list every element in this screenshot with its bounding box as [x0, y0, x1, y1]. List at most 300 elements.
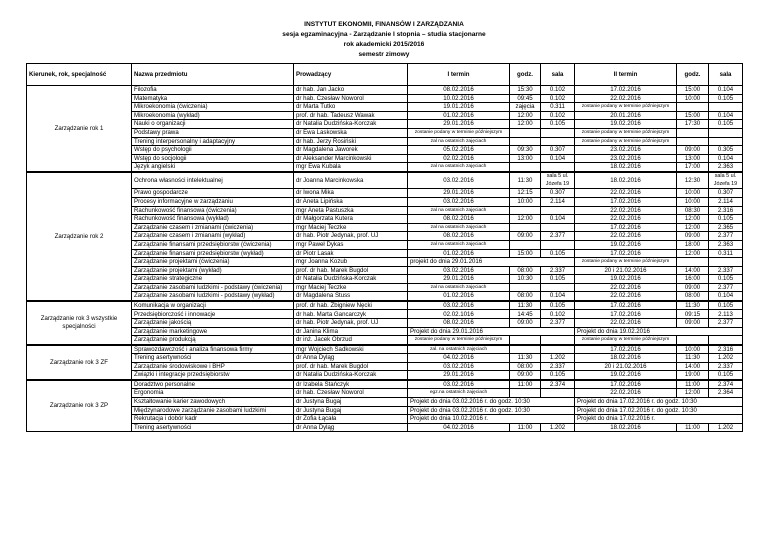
- term-2-date: 20 i 21.02.2016: [575, 362, 677, 371]
- term-2-date: 19.02.2016: [575, 275, 677, 284]
- lecturer-name: dr Janina Klima: [294, 327, 408, 336]
- term-1-date: zal na ostatnich zajęciach: [408, 223, 510, 232]
- term-2-time: 13:00: [677, 154, 709, 163]
- lecturer-name: dr Natalia Dudzińska-Korczak: [294, 275, 408, 284]
- table-row: [27, 423, 743, 432]
- col-godz-1: godz.: [510, 64, 541, 86]
- term-2-date: 22.02.2016: [575, 206, 677, 215]
- table-row: [27, 258, 743, 267]
- term-2-date: 17.02.2016: [575, 86, 677, 95]
- lecturer-name: dr Natalia Dudzińska-Korczak: [294, 120, 408, 129]
- term-1-date: 03.02.2016: [408, 172, 510, 189]
- term-2-time: 11:00: [677, 380, 709, 389]
- term-1-time: 12:00: [510, 215, 541, 224]
- term-2-room: 2.337: [709, 362, 743, 371]
- subject-name: Zarządzanie strategiczne: [132, 275, 294, 284]
- term-1-room: [541, 389, 575, 398]
- subject-name: Rachunkowość finansowa (wykład): [132, 215, 294, 224]
- term-2-date: 22.02.2016: [575, 94, 677, 103]
- subject-name: Zarządzanie produkcją: [132, 336, 294, 345]
- lecturer-name: mgr Maciej Teczke: [294, 223, 408, 232]
- term-1-time: [510, 128, 541, 137]
- term-1-room: 1.202: [541, 423, 575, 432]
- term-2-room: [709, 137, 743, 146]
- term-2-room: 1.202: [709, 354, 743, 363]
- term-1-date: 01.02.2016: [408, 111, 510, 120]
- term-2-date: 17.02.2016: [575, 223, 677, 232]
- term-1-time: 10:00: [510, 197, 541, 206]
- subject-name: Kształtowanie karier zawodowych: [132, 398, 294, 407]
- term-1-time: [510, 240, 541, 249]
- col-godz-2: godz.: [677, 64, 709, 86]
- term-2-time: [677, 336, 709, 345]
- subject-name: Trening asertywności: [132, 423, 294, 432]
- term-1-room: 0.105: [541, 301, 575, 310]
- table-row: [27, 354, 743, 363]
- table-row: [27, 128, 743, 137]
- lecturer-name: dr Ewa Laskowska: [294, 128, 408, 137]
- term-2-time: 17:30: [677, 120, 709, 129]
- term-1-date: 08.02.2016: [408, 319, 510, 328]
- table-row: [27, 163, 743, 172]
- term-2-room: 0.104: [709, 86, 743, 95]
- subject-name: Mikroekonomia (wykład): [132, 111, 294, 120]
- term-2-room: 0.104: [709, 111, 743, 120]
- table-row: [27, 215, 743, 224]
- term-2-time: 16:00: [677, 275, 709, 284]
- subject-name: Trening asertywności: [132, 354, 294, 363]
- subject-name: Zarządzanie zasobami ludzkimi - podstawy (ćwiczenia): [132, 283, 294, 292]
- term-2-date: 22.02.2016: [575, 215, 677, 224]
- term-2-time: 15:00: [677, 111, 709, 120]
- term-2-time: 08:30: [677, 206, 709, 215]
- term-1-date: 19.01.2016: [408, 103, 510, 112]
- lecturer-name: dr Zofia Łącała: [294, 415, 408, 424]
- subject-name: Zarządzanie czasem i zmianami (wykład): [132, 232, 294, 241]
- term-2-time: 09:00: [677, 319, 709, 328]
- subject-name: Rachunkowość finansowa (ćwiczenia): [132, 206, 294, 215]
- term-1-date: 04.02.2016: [408, 354, 510, 363]
- term-1-time: 12:00: [510, 111, 541, 120]
- term-1-time: 11:00: [510, 380, 541, 389]
- term-2-time: 09:00: [677, 283, 709, 292]
- term-1-time: [510, 283, 541, 292]
- term-1-time: 14:45: [510, 310, 541, 319]
- col-przedmiot: Nazwa przedmiotu: [132, 64, 294, 86]
- lecturer-name: dr Magdalena Jaworek: [294, 146, 408, 155]
- term-1-room: 2.377: [541, 232, 575, 241]
- term-1-date: 03.02.2016: [408, 362, 510, 371]
- term-2-time: 11:30: [677, 354, 709, 363]
- table-row: [27, 336, 743, 345]
- lecturer-name: dr hab. Marta Gancarczyk: [294, 310, 408, 319]
- term-2-room: [709, 258, 743, 267]
- term-1-time: 13:00: [510, 154, 541, 163]
- table-row: [27, 86, 743, 95]
- term-1-time: 09:00: [510, 232, 541, 241]
- subject-name: Zarządzanie finansami przedsiębiorstw (ćwiczenia): [132, 240, 294, 249]
- term-1-room: 0.105: [541, 371, 575, 380]
- lecturer-name: dr Anna Dyląg: [294, 354, 408, 363]
- lecturer-name: dr hab. Czesław Noworol: [294, 389, 408, 398]
- term-1-date: egz.na ostatnich zajęciach: [408, 389, 510, 398]
- group-name: Zarządzanie rok 1: [27, 86, 132, 172]
- group-name: Zarządzanie rok 3 wszystkie specjalności: [27, 301, 132, 345]
- term-2-room: 0.105: [709, 371, 743, 380]
- term-2-room: 0.104: [709, 154, 743, 163]
- lecturer-name: dr Joanna Marcinkowska: [294, 172, 408, 189]
- term-1-room: 0.102: [541, 86, 575, 95]
- term-1-date: 29.01.2016: [408, 275, 510, 284]
- subject-name: Zarządzanie środowiskowe i BHP: [132, 362, 294, 371]
- term-2-time: 08:00: [677, 292, 709, 301]
- lecturer-name: dr Aleksander Marcinkowski: [294, 154, 408, 163]
- term-2-room: 1.202: [709, 423, 743, 432]
- group-name: Zarządzanie rok 3 ZP: [27, 380, 132, 432]
- subject-name: Zarządzanie marketingowe: [132, 327, 294, 336]
- term-2-date: zostanie podany w terminie późniejszym: [575, 336, 677, 345]
- term-1-room: 2.337: [541, 266, 575, 275]
- term-2-time: 12:00: [677, 389, 709, 398]
- lecturer-name: dr Natalia Dudzińska-Korczak: [294, 371, 408, 380]
- term-2-date: 17.02.2016: [575, 345, 677, 354]
- lecturer-name: dr Iwona Mika: [294, 189, 408, 198]
- lecturer-name: dr Justyna Bugaj: [294, 398, 408, 407]
- term-1-time: [510, 223, 541, 232]
- term-2-date: zostanie podany w terminie późniejszym: [575, 103, 677, 112]
- lecturer-name: mgr Maciej Teczke: [294, 283, 408, 292]
- subject-name: Międzynarodowe zarządzanie zasobami ludzkimi: [132, 406, 294, 415]
- term-2-date: 17.02.2016: [575, 380, 677, 389]
- term-1-date: zostanie podany w terminie późniejszym: [408, 336, 510, 345]
- term-1-date: 29.01.2016: [408, 189, 510, 198]
- table-row: [27, 111, 743, 120]
- term-1-room: [541, 240, 575, 249]
- table-row: [27, 266, 743, 275]
- term-2-room: 2.114: [709, 197, 743, 206]
- term-2-date: 17.02.2016: [575, 197, 677, 206]
- subject-name: Rekrutacja i dobór kadr: [132, 415, 294, 424]
- table-row: [27, 292, 743, 301]
- term-1-date: 02.02.2016: [408, 154, 510, 163]
- term-1-time: [510, 336, 541, 345]
- term-1-date: 04.02.2016: [408, 423, 510, 432]
- lecturer-name: dr Marta Tutko: [294, 103, 408, 112]
- subject-name: Procesy informacyjne w zarządzaniu: [132, 197, 294, 206]
- lecturer-name: dr Anna Dyląg: [294, 423, 408, 432]
- term-1-info: Projekt do dnia 29.01.2016: [408, 327, 575, 336]
- table-row: [27, 240, 743, 249]
- term-2-room: 0.311: [709, 249, 743, 258]
- term-2-info: Projekt do dnia 17.02.2016 r.: [575, 415, 743, 424]
- term-2-date: 18.02.2016: [575, 163, 677, 172]
- document-header: [0, 20, 768, 60]
- term-1-time: 08:00: [510, 266, 541, 275]
- term-2-room: 2.316: [709, 345, 743, 354]
- term-2-time: 12:00: [677, 215, 709, 224]
- term-1-date: 03.02.2016: [408, 301, 510, 310]
- term-1-room: 0.104: [541, 154, 575, 163]
- lecturer-name: dr hab. Czesław Noworol: [294, 94, 408, 103]
- term-2-time: 17:00: [677, 163, 709, 172]
- table-row: [27, 371, 743, 380]
- table-row: [27, 398, 743, 407]
- lecturer-name: dr hab. Piotr Jedynak, prof. UJ: [294, 232, 408, 241]
- term-1-time: 12:15: [510, 189, 541, 198]
- col-sala-1: sala: [541, 64, 575, 86]
- table-row: [27, 310, 743, 319]
- table-header-row: [27, 64, 743, 86]
- table-row: [27, 380, 743, 389]
- subject-name: Zarządzanie finansami przedsiębiorstw (wykład): [132, 249, 294, 258]
- term-2-room: sala 5 ul. Józefa 19: [709, 172, 743, 189]
- term-2-room: 2.363: [709, 240, 743, 249]
- lecturer-name: mgr Aneta Pastuszka: [294, 206, 408, 215]
- term-1-room: [541, 283, 575, 292]
- lecturer-name: prof. dr hab. Zbigniew Nęcki: [294, 301, 408, 310]
- term-1-room: [541, 128, 575, 137]
- term-2-time: 10:00: [677, 197, 709, 206]
- term-2-time: 15:00: [677, 86, 709, 95]
- term-2-time: 14:00: [677, 266, 709, 275]
- term-2-room: 0.105: [709, 215, 743, 224]
- term-1-room: 0.102: [541, 111, 575, 120]
- group-name: Zarządzanie rok 3 ZF: [27, 345, 132, 380]
- term-2-room: [709, 128, 743, 137]
- term-1-date: zal na ostatnich zajęciach: [408, 137, 510, 146]
- table-row: [27, 345, 743, 354]
- table-row: [27, 103, 743, 112]
- subject-name: Podstawy prawa: [132, 128, 294, 137]
- term-2-time: 10:00: [677, 345, 709, 354]
- term-2-room: 2.113: [709, 310, 743, 319]
- term-2-room: 0.105: [709, 301, 743, 310]
- term-2-date: zostanie podany w terminie późniejszym: [575, 258, 677, 267]
- table-row: [27, 120, 743, 129]
- table-row: [27, 137, 743, 146]
- subject-name: Język angielski: [132, 163, 294, 172]
- subject-name: Zarządzanie zasobami ludzkimi - podstawy (wykład): [132, 292, 294, 301]
- table-row: [27, 319, 743, 328]
- term-1-time: [510, 389, 541, 398]
- term-2-room: 0.307: [709, 189, 743, 198]
- lecturer-name: dr Piotr Lasak: [294, 249, 408, 258]
- term-1-room: 0.105: [541, 120, 575, 129]
- term-1-room: [541, 223, 575, 232]
- term-2-date: 22.02.2016: [575, 283, 677, 292]
- term-2-info: Projekt do dnia 17.02.2016 r. do godz. 10:30: [575, 398, 743, 407]
- term-1-room: 0.105: [541, 275, 575, 284]
- term-1-room: 0.104: [541, 215, 575, 224]
- term-1-room: 0.307: [541, 146, 575, 155]
- term-2-time: [677, 137, 709, 146]
- table-row: [27, 406, 743, 415]
- institute-title: INSTYTUT EKONOMII, FINANSÓW I ZARZĄDZANIA: [304, 21, 464, 28]
- term-1-date: zal na ostatnich zajęciach: [408, 163, 510, 172]
- table-row: [27, 232, 743, 241]
- lecturer-name: mgr Paweł Dykas: [294, 240, 408, 249]
- subject-name: Prawo gospodarcze: [132, 189, 294, 198]
- subject-name: Zarządzanie czasem i zmianami (ćwiczenia): [132, 223, 294, 232]
- subject-name: Związki i integracje przedsiębiorstw: [132, 371, 294, 380]
- term-2-date: 17.02.2016: [575, 249, 677, 258]
- term-1-room: 2.377: [541, 319, 575, 328]
- subject-name: Ergonomia: [132, 389, 294, 398]
- term-1-room: [541, 137, 575, 146]
- term-1-time: 09:00: [510, 319, 541, 328]
- term-2-date: zostanie podany w terminie późniejszym: [575, 137, 677, 146]
- term-1-date: zal. na ostatnich zajęciach: [408, 345, 510, 354]
- term-2-room: 0.105: [709, 94, 743, 103]
- lecturer-name: dr Aneta Lipińska: [294, 197, 408, 206]
- term-2-info: Projekt do dnia 17.02.2016 r. do godz. 10:30: [575, 406, 743, 415]
- term-1-time: [510, 163, 541, 172]
- term-2-time: 10:00: [677, 94, 709, 103]
- term-2-room: 2.377: [709, 283, 743, 292]
- term-1-time: 12:00: [510, 120, 541, 129]
- table-row: [27, 94, 743, 103]
- subject-name: Przedsiębiorczość i innowacje: [132, 310, 294, 319]
- term-2-time: 12:00: [677, 249, 709, 258]
- table-row: [27, 275, 743, 284]
- lecturer-name: dr hab. Piotr Jedynak, prof. UJ: [294, 319, 408, 328]
- lecturer-name: dr Magdalena Stuss: [294, 292, 408, 301]
- term-2-room: 0.105: [709, 275, 743, 284]
- lecturer-name: dr inż. Jacek Obrzud: [294, 336, 408, 345]
- table-row: [27, 327, 743, 336]
- term-2-room: 2.316: [709, 206, 743, 215]
- semester: semestr zimowy: [358, 51, 410, 58]
- subject-name: Zarządzanie projektami (wykład): [132, 266, 294, 275]
- session-title: sesja egzaminacyjna - Zarządzanie I stopnia – studia stacjonarne: [282, 31, 486, 38]
- term-1-room: 2.337: [541, 362, 575, 371]
- term-2-room: 2.374: [709, 380, 743, 389]
- term-1-time: 09:30: [510, 146, 541, 155]
- term-1-info: Projekt do dnia 10.02.2016 r.: [408, 415, 575, 424]
- table-row: [27, 362, 743, 371]
- term-2-date: 22.02.2016: [575, 319, 677, 328]
- lecturer-name: prof. dr hab. Tadeusz Wawak: [294, 111, 408, 120]
- term-2-room: 2.365: [709, 223, 743, 232]
- table-row: [27, 249, 743, 258]
- term-1-room: 0.311: [541, 103, 575, 112]
- group-name: Zarządzanie rok 2: [27, 172, 132, 301]
- term-2-time: 14:00: [677, 362, 709, 371]
- term-2-room: [709, 103, 743, 112]
- term-2-date: 22.02.2016: [575, 189, 677, 198]
- subject-name: Matematyka: [132, 94, 294, 103]
- term-2-time: [677, 103, 709, 112]
- term-2-date: 22.02.2016: [575, 292, 677, 301]
- term-1-date: 03.02.2016: [408, 266, 510, 275]
- term-2-date: 19.02.2016: [575, 371, 677, 380]
- term-2-time: 12:00: [677, 223, 709, 232]
- term-2-date: 18.02.2016: [575, 423, 677, 432]
- subject-name: Trening interpersonalny i adaptacyjny: [132, 137, 294, 146]
- term-2-room: [709, 336, 743, 345]
- term-1-time: 11:30: [510, 172, 541, 189]
- term-1-room: 0.104: [541, 292, 575, 301]
- table-row: [27, 197, 743, 206]
- term-1-time: 11:30: [510, 301, 541, 310]
- table-row: [27, 154, 743, 163]
- term-2-room: 2.364: [709, 389, 743, 398]
- term-1-date: 08.02.2016: [408, 86, 510, 95]
- term-1-info: Projekt do dnia 03.02.2016 r. do godz. 10:30: [408, 406, 575, 415]
- term-2-room: 2.377: [709, 232, 743, 241]
- term-1-date: 03.02.2016: [408, 380, 510, 389]
- term-1-date: zal na ostatnich zajęciach: [408, 206, 510, 215]
- term-1-room: sala 5 ul. Józefa 19: [541, 172, 575, 189]
- term-2-date: 17.02.2016: [575, 301, 677, 310]
- term-1-date: 01.02.2016: [408, 292, 510, 301]
- term-2-room: 0.104: [709, 292, 743, 301]
- term-1-time: 09:45: [510, 94, 541, 103]
- term-1-date: 08.02.2016: [408, 232, 510, 241]
- term-2-time: [677, 128, 709, 137]
- term-2-room: 2.363: [709, 163, 743, 172]
- term-2-room: 0.305: [709, 146, 743, 155]
- term-2-info: Projekt do dnia 19.02.2016: [575, 327, 743, 336]
- term-1-room: 1.202: [541, 354, 575, 363]
- term-2-time: 19:00: [677, 371, 709, 380]
- lecturer-name: dr Justyna Bugaj: [294, 406, 408, 415]
- col-sala-2: sala: [709, 64, 743, 86]
- term-2-date: 18.02.2016: [575, 354, 677, 363]
- term-2-date: 19.02.2016: [575, 240, 677, 249]
- col-kierunek: Kierunek, rok, specjalność: [27, 64, 132, 86]
- term-2-date: 22.02.2016: [575, 389, 677, 398]
- term-2-date: 22.02.2016: [575, 232, 677, 241]
- term-1-room: 0.307: [541, 189, 575, 198]
- subject-name: Zarządzanie jakością: [132, 319, 294, 328]
- term-2-time: [677, 258, 709, 267]
- subject-name: Sprawozdawczość i analiza finansowa firmy: [132, 345, 294, 354]
- term-1-time: 10:30: [510, 275, 541, 284]
- term-1-room: 2.114: [541, 197, 575, 206]
- lecturer-name: mgr Wojciech Sadkowski: [294, 345, 408, 354]
- term-1-time: 08:00: [510, 362, 541, 371]
- subject-name: Filozofia: [132, 86, 294, 95]
- term-1-date: 29.01.2016: [408, 371, 510, 380]
- term-2-date: 23.02.2016: [575, 146, 677, 155]
- term-1-date: zostanie podany w terminie późniejszym: [408, 128, 510, 137]
- lecturer-name: dr Izabela Stańczyk: [294, 380, 408, 389]
- term-1-room: 2.374: [541, 380, 575, 389]
- subject-name: Wstęp do psychologii: [132, 146, 294, 155]
- term-1-date: 10.02.2016: [408, 94, 510, 103]
- subject-name: Wstęp do socjologii: [132, 154, 294, 163]
- table-row: [27, 172, 743, 189]
- table-row: [27, 283, 743, 292]
- lecturer-name: dr Małgorzata Kutera: [294, 215, 408, 224]
- subject-name: Nauki o organizacji: [132, 120, 294, 129]
- term-2-room: 2.377: [709, 319, 743, 328]
- col-termin-2: II termin: [575, 64, 677, 86]
- term-1-time: 09:00: [510, 371, 541, 380]
- table-row: [27, 301, 743, 310]
- subject-name: Komunikacja w organizacji: [132, 301, 294, 310]
- table-row: [27, 389, 743, 398]
- term-2-date: 19.02.2016: [575, 120, 677, 129]
- term-2-time: 10:00: [677, 189, 709, 198]
- term-1-date: zal na ostatnich zajęciach: [408, 240, 510, 249]
- table-row: [27, 206, 743, 215]
- term-1-info: projekt do dnia 29.01.2016: [408, 258, 575, 267]
- term-1-time: [510, 206, 541, 215]
- lecturer-name: mgr Ewa Kubala: [294, 163, 408, 172]
- term-2-date: zostanie podany w terminie późniejszym: [575, 128, 677, 137]
